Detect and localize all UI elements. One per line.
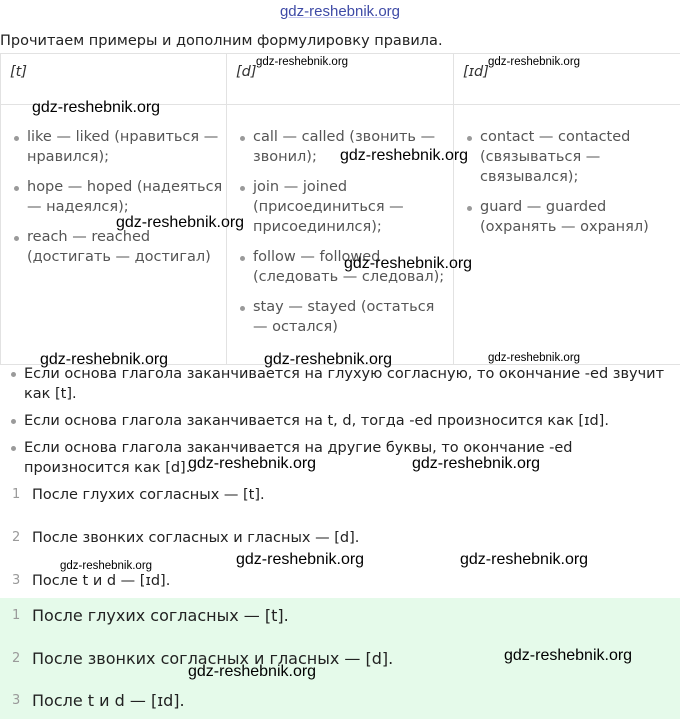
item-text: После глухих согласных — [t].: [32, 487, 265, 503]
item-text: После t и d — [ɪd].: [32, 573, 171, 589]
list-item: [0, 691, 680, 711]
list-item: call — called (звонить — звонил);: [233, 127, 453, 167]
list-item: reach — reached (достигать — достигал): [7, 227, 226, 267]
item-number: 2: [12, 530, 21, 545]
intro-text: Прочитаем примеры и дополним формулировку правила.: [0, 33, 443, 49]
rule-item: Если основа глагола заканчивается на t, d, тогда -ed произносится как [ɪd].: [6, 411, 678, 431]
list-item: [0, 485, 680, 505]
list-item: follow — followed (следовать — следовал);: [233, 247, 453, 287]
header-d: [d]: [227, 54, 454, 105]
watermark: gdz-reshebnik.org: [412, 455, 541, 472]
list-item: stay — stayed (остаться — остался): [233, 297, 453, 337]
item-number: 2: [12, 651, 21, 666]
item-text: После звонких согласных и гласных — [d].: [32, 530, 360, 546]
watermark: gdz-reshebnik.org: [460, 551, 589, 568]
list-item: join — joined (присоединиться — присоединился);: [233, 177, 453, 237]
list-item: [0, 528, 680, 548]
watermark: gdz-reshebnik.org: [256, 56, 349, 68]
watermark: gdz-reshebnik.org: [40, 351, 169, 368]
watermark: gdz-reshebnik.org: [60, 560, 153, 572]
watermark: gdz-reshebnik.org: [488, 56, 581, 68]
rule-item: Если основа глагола заканчивается на глухую согласную, то окончание -ed звучит как [t].: [6, 364, 678, 404]
column-d: [227, 105, 454, 365]
item-text: После глухих согласных — [t].: [32, 606, 289, 625]
list-item: [0, 606, 680, 626]
item-number: 3: [12, 693, 21, 708]
watermark: gdz-reshebnik.org: [344, 255, 473, 272]
header-id: [ɪd]: [454, 54, 680, 105]
watermark: gdz-reshebnik.org: [264, 351, 393, 368]
watermark: gdz-reshebnik.org: [236, 551, 365, 568]
list-item: like — liked (нравиться — нравился);: [7, 127, 226, 167]
watermark: gdz-reshebnik.org: [188, 455, 317, 472]
item-text: После звонких согласных и гласных — [d].: [32, 649, 394, 668]
list-item: hope — hoped (надеяться — надеялся);: [7, 177, 226, 217]
table-body-row: [1, 105, 680, 365]
watermark: gdz-reshebnik.org: [488, 352, 581, 364]
watermark: gdz-reshebnik.org: [188, 663, 317, 680]
watermark: gdz-reshebnik.org: [340, 147, 469, 164]
column-id: [454, 105, 680, 365]
column-t: [1, 105, 227, 365]
watermark: gdz-reshebnik.org: [504, 647, 633, 664]
watermark: gdz-reshebnik.org: [32, 99, 161, 116]
rules-list: [6, 364, 678, 485]
site-header-link[interactable]: gdz-reshebnik.org: [279, 3, 401, 20]
item-number: 1: [12, 487, 21, 502]
watermark: gdz-reshebnik.org: [116, 214, 245, 231]
header-t: [t]: [1, 54, 227, 105]
list-item: [0, 571, 680, 591]
item-number: 3: [12, 573, 21, 588]
item-number: 1: [12, 608, 21, 623]
list-item: guard — guarded (охранять — охранял): [460, 197, 680, 237]
rule-item: Если основа глагола заканчивается на другие буквы, то окончание -ed произносится как [d].: [6, 438, 678, 478]
list-item: contact — contacted (связываться — связывался);: [460, 127, 680, 187]
item-text: После t и d — [ɪd].: [32, 691, 185, 710]
